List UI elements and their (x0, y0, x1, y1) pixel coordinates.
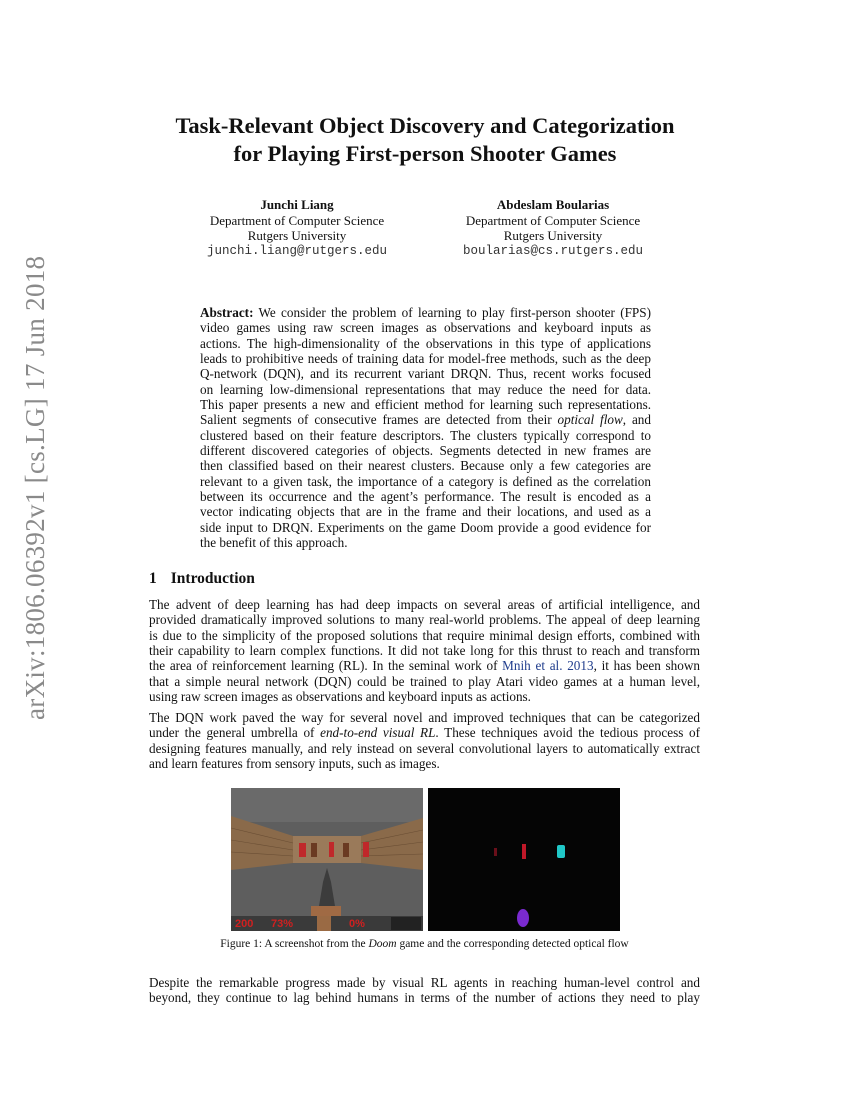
optical-flow-image (428, 788, 620, 931)
text-line (200, 535, 651, 550)
text-segment: vector indicating objects that are in the frame and their locations, and used as a (200, 504, 651, 520)
italic-text: end-to-end visual RL (320, 725, 436, 741)
doom-screenshot (231, 788, 423, 931)
text-segment: Despite the remarkable progress made by visual RL agents in reaching human-level control and (149, 975, 700, 990)
text-line (149, 597, 700, 612)
text-line (200, 305, 651, 320)
text-line (149, 628, 700, 643)
intro-paragraph (149, 975, 700, 1006)
text-segment: beyond, they continue to lag behind humans in terms of the number of actions they need to play (149, 990, 700, 1006)
text-line (149, 725, 700, 740)
text-line (149, 975, 700, 990)
author-univ: Rutgers University (247, 228, 347, 243)
text-line (149, 658, 700, 673)
text-line (200, 336, 651, 351)
text-segment: The DQN work paved the way for several novel and improved techniques that can be categorized (149, 710, 700, 725)
citation-link[interactable]: Mnih et al. 2013 (502, 658, 594, 674)
text-line (200, 397, 651, 412)
text-segment: then classified based on their nearest clusters. Because only a few categories are (200, 458, 651, 474)
text-line (149, 612, 700, 627)
author-name: Junchi Liang (260, 197, 334, 212)
text-segment: actions. The high-dimensionality of the observations in this type of applications (200, 335, 651, 351)
text-line (200, 428, 651, 443)
text-line (200, 443, 651, 458)
text-segment: on learning low-dimensional representations that may reduce the need for data. (200, 381, 651, 397)
author-block (167, 197, 427, 259)
text-line (200, 520, 651, 535)
title-line: for Playing First-person Shooter Games (233, 141, 617, 166)
text-segment: and learn features from sensory inputs, such as images. (149, 756, 440, 772)
intro-paragraph (149, 597, 700, 704)
author-name: Abdeslam Boularias (496, 197, 610, 212)
text-line (149, 756, 700, 771)
text-segment: This paper presents a new and efficient method for learning such representations. (200, 397, 651, 413)
text-segment: , and (622, 412, 651, 428)
text-segment: . These techniques avoid the tedious process of (435, 725, 701, 741)
hud-health: 73% (271, 918, 294, 930)
text-line (200, 320, 651, 335)
author-email[interactable]: junchi.liang@rutgers.edu (206, 243, 388, 258)
text-segment: is due to the simplicity of the proposed solutions that require minimal design efforts, combined with (149, 627, 700, 643)
text-segment: designing features manually, and rely instead on several convolutional layers to automatically extract (149, 740, 700, 756)
text-line (200, 504, 651, 519)
hud-armor: 0% (349, 918, 365, 930)
text-segment: video games using raw screen images as observations and keyboard inputs as (200, 320, 651, 336)
arxiv-stamp: arXiv:1806.06392v1 [cs.LG] 17 Jun 2018 (20, 255, 50, 720)
text-segment: provided dramatically improved solutions to many real-world problems. The appeal of deep learning (149, 612, 700, 628)
text-line (149, 710, 700, 725)
section-number: 1 (149, 570, 157, 587)
text-line (200, 351, 651, 366)
text-line (200, 489, 651, 504)
text-segment: side input to DRQN. Experiments on the game Doom provide a good evidence for (200, 519, 651, 535)
figure-caption (149, 938, 700, 950)
text-segment: , it has been shown (593, 658, 700, 674)
italic-text: Doom (368, 938, 397, 950)
text-line (149, 741, 700, 756)
text-line (149, 689, 700, 704)
author-univ: Rutgers University (503, 228, 603, 243)
text-segment: Figure 1: A screenshot from the (220, 938, 369, 950)
section-title: Introduction (170, 570, 255, 587)
bold-label: Abstract: (200, 305, 254, 320)
text-segment: that a simple neural network (DQN) could be trained to play Atari video games at a human level, (149, 673, 700, 689)
hud-ammo: 200 (235, 918, 254, 930)
text-segment: under the general umbrella of (149, 725, 321, 741)
author-dept: Department of Computer Science (465, 212, 641, 228)
text-segment: their capability to learn complex functions. It did not take long for this thrust to reach and transform (149, 643, 700, 659)
author-dept: Department of Computer Science (209, 212, 385, 228)
text-segment: leads to prohibitive needs of training data for model-free methods, such as the deep (200, 351, 651, 367)
author-block (423, 197, 683, 259)
abstract (200, 305, 651, 551)
text-segment: between its occurrence and the agent’s performance. The result is encoded as a (200, 489, 651, 505)
text-segment: using raw screen images as observations and keyboard inputs as actions. (149, 689, 531, 705)
text-segment: We consider the problem of learning to play first-person shooter (FPS) (253, 305, 651, 320)
title-line: Task-Relevant Object Discovery and Categorization (175, 113, 675, 138)
text-segment: game and the corresponding detected optical flow (396, 938, 629, 950)
text-line (149, 674, 700, 689)
text-segment: Q-network (DQN), and its recurrent variant DRQN. Thus, recent works focused (200, 366, 651, 382)
text-line (200, 458, 651, 473)
italic-text: optical flow (557, 412, 623, 428)
text-segment: different discovered categories of objects. Segments detected in new frames are (200, 443, 651, 459)
text-line (149, 643, 700, 658)
paper-title (100, 112, 750, 168)
text-segment: The advent of deep learning has had deep impacts on several areas of artificial intelligence, and (149, 597, 700, 612)
text-line (200, 412, 651, 427)
text-line (200, 366, 651, 381)
text-segment: clustered based on their feature descriptors. The clusters typically correspond to (200, 427, 651, 443)
text-segment: Salient segments of consecutive frames are detected from their (200, 412, 558, 428)
text-line (149, 990, 700, 1005)
author-email[interactable]: boularias@cs.rutgers.edu (462, 243, 644, 258)
text-segment: relevant to a given task, the importance of a category is defined as the correlation (200, 473, 651, 489)
text-line (200, 382, 651, 397)
text-line (200, 474, 651, 489)
text-segment: the benefit of this approach. (200, 535, 348, 551)
text-segment: the area of reinforcement learning (RL). In the seminal work of (149, 658, 503, 674)
section-heading (149, 570, 255, 588)
intro-paragraph (149, 710, 700, 771)
